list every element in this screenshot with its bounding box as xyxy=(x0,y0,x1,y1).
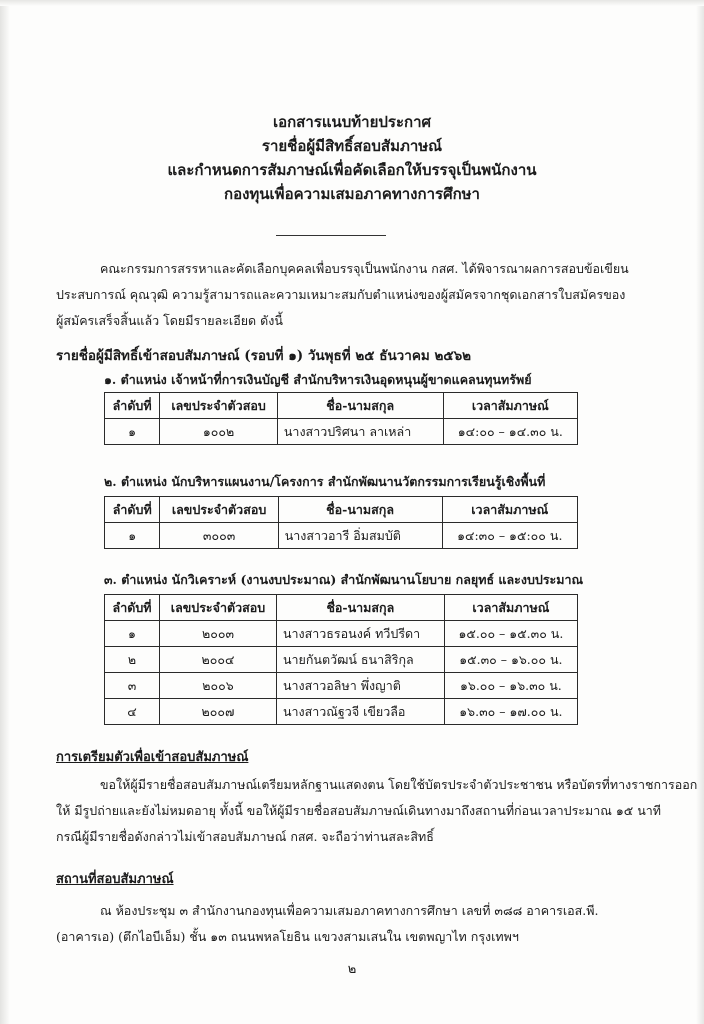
cell-name: นางสาวปริศนา ลาเหล่า xyxy=(277,419,443,445)
header-order: ลำดับที่ xyxy=(105,595,160,621)
cell-exam-id: ๒๐๐๔ xyxy=(160,647,277,673)
venue-line-1: ณ ห้องประชุม ๓ สำนักงานกองทุนเพื่อความเสมอภาคทางการศึกษา เลขที่ ๓๘๘ อาคารเอส.พี. xyxy=(100,903,599,918)
cell-name: นางสาวธรอนงค์ ทวีปรีดา xyxy=(276,621,444,647)
venue-title: สถานที่สอบสัมภาษณ์ xyxy=(56,872,174,887)
cell-time: ๑๔:๓๐ – ๑๕:๐๐ น. xyxy=(442,523,578,549)
header-name: ชื่อ-นามสกุล xyxy=(278,497,442,523)
title-line-2: รายชื่อผู้มีสิทธิ์สอบสัมภาษณ์ xyxy=(261,137,443,155)
preparation-paragraph xyxy=(56,772,698,850)
cell-exam-id: ๒๐๐๖ xyxy=(160,673,277,699)
cell-order: ๓ xyxy=(105,673,160,699)
intro-line-2: ประสบการณ์ คุณวุฒิ ความรู้สามารถและความเหมาะสมกับตำแหน่งของผู้สมัครจากชุดเอกสารใบสมัครของ xyxy=(56,287,626,302)
position-1-heading: ๑. ตำแหน่ง เจ้าหน้าที่การเงินบัญชี สำนักบริหารเงินอุดหนุนผู้ขาดแคลนทุนทรัพย์ xyxy=(104,372,532,387)
header-time: เวลาสัมภาษณ์ xyxy=(442,497,578,523)
table-row xyxy=(105,673,578,699)
preparation-line-1: ขอให้ผู้มีรายชื่อสอบสัมภาษณ์เตรียมหลักฐานแสดงตน โดยใช้บัตรประจำตัวประชาชน หรือบัตรที่ทางราชการออก xyxy=(100,777,698,792)
round-heading: รายชื่อผู้มีสิทธิ์เข้าสอบสัมภาษณ์ (รอบที่ ๑) วันพุธที่ ๒๕ ธันวาคม ๒๕๖๒ xyxy=(56,348,472,364)
header-name: ชื่อ-นามสกุล xyxy=(277,393,443,419)
table-row xyxy=(105,621,578,647)
cell-exam-id: ๒๐๐๓ xyxy=(160,621,277,647)
cell-exam-id: ๓๐๐๓ xyxy=(160,523,278,549)
venue-paragraph xyxy=(56,898,636,950)
header-time: เวลาสัมภาษณ์ xyxy=(444,595,577,621)
intro-line-3: ผู้สมัครเสร็จสิ้นแล้ว โดยมีรายละเอียด ดังนี้ xyxy=(56,313,283,328)
header-order: ลำดับที่ xyxy=(105,393,160,419)
cell-exam-id: ๑๐๐๒ xyxy=(160,419,278,445)
page-number: ๒ xyxy=(347,962,357,977)
document-title-block xyxy=(0,110,704,206)
table-header-row xyxy=(105,393,578,419)
header-order: ลำดับที่ xyxy=(105,497,160,523)
scan-edge-top xyxy=(0,0,704,6)
cell-time: ๑๖.๓๐ – ๑๗.๐๐ น. xyxy=(444,699,577,725)
title-line-4: กองทุนเพื่อความเสมอภาคทางการศึกษา xyxy=(224,185,480,203)
position-2-heading: ๒. ตำแหน่ง นักบริหารแผนงาน/โครงการ สำนักพัฒนานวัตกรรมการเรียนรู้เชิงพื้นที่ xyxy=(104,474,546,489)
header-exam-id: เลขประจำตัวสอบ xyxy=(160,595,277,621)
position-3-table xyxy=(104,594,578,725)
preparation-line-3: กรณีผู้มีรายชื่อดังกล่าวไม่เข้าสอบสัมภาษณ์ กสศ. จะถือว่าท่านสละสิทธิ์ xyxy=(56,829,434,844)
header-exam-id: เลขประจำตัวสอบ xyxy=(160,497,278,523)
venue-line-2: (อาคารเอ) (ตึกไอบีเอ็ม) ชั้น ๑๓ ถนนพหลโยธิน แขวงสามเสนใน เขตพญาไท กรุงเทพฯ xyxy=(56,929,519,944)
preparation-line-2: ให้ มีรูปถ่ายและยังไม่หมดอายุ ทั้งนี้ ขอให้ผู้มีรายชื่อสอบสัมภาษณ์เดินทางมาถึงสถานที่ก่อนเวลาประมาณ ๑๕ นาที xyxy=(56,803,662,818)
intro-line-1: คณะกรรมการสรรหาและคัดเลือกบุคคลเพื่อบรรจุเป็นพนักงาน กสศ. ได้พิจารณาผลการสอบข้อเขียน xyxy=(100,261,629,276)
cell-order: ๑ xyxy=(105,523,160,549)
position-1-table xyxy=(104,392,578,445)
table-row xyxy=(105,647,578,673)
cell-order: ๒ xyxy=(105,647,160,673)
title-divider xyxy=(276,235,386,236)
header-time: เวลาสัมภาษณ์ xyxy=(443,393,577,419)
cell-order: ๔ xyxy=(105,699,160,725)
table-row xyxy=(105,419,578,445)
table-header-row xyxy=(105,595,578,621)
cell-time: ๑๖.๐๐ – ๑๖.๓๐ น. xyxy=(444,673,577,699)
table-row xyxy=(105,699,578,725)
cell-time: ๑๕.๓๐ – ๑๖.๐๐ น. xyxy=(444,647,577,673)
title-line-1: เอกสารแนบท้ายประกาศ xyxy=(272,113,432,131)
cell-order: ๑ xyxy=(105,419,160,445)
table-row xyxy=(105,523,578,549)
position-3-heading: ๓. ตำแหน่ง นักวิเคราะห์ (งานงบประมาณ) สำนักพัฒนานโยบาย กลยุทธ์ และงบประมาณ xyxy=(104,572,584,587)
cell-time: ๑๕.๐๐ – ๑๕.๓๐ น. xyxy=(444,621,577,647)
cell-name: นางสาวอารี อิ่มสมบัติ xyxy=(278,523,442,549)
preparation-title: การเตรียมตัวเพื่อเข้าสอบสัมภาษณ์ xyxy=(56,750,249,765)
header-exam-id: เลขประจำตัวสอบ xyxy=(160,393,278,419)
table-header-row xyxy=(105,497,578,523)
cell-exam-id: ๒๐๐๗ xyxy=(160,699,277,725)
cell-name: นายกันตวัฒน์ ธนาสิริกุล xyxy=(276,647,444,673)
intro-paragraph xyxy=(56,256,636,334)
title-line-3: และกำหนดการสัมภาษณ์เพื่อคัดเลือกให้บรรจุเป็นพนักงาน xyxy=(167,161,537,179)
cell-name: นางสาวอลิษา พึ่งญาติ xyxy=(276,673,444,699)
cell-order: ๑ xyxy=(105,621,160,647)
cell-time: ๑๔:๐๐ – ๑๔.๓๐ น. xyxy=(443,419,577,445)
cell-name: นางสาวณัฐวจี เขียวลือ xyxy=(276,699,444,725)
position-2-table xyxy=(104,496,578,549)
header-name: ชื่อ-นามสกุล xyxy=(276,595,444,621)
